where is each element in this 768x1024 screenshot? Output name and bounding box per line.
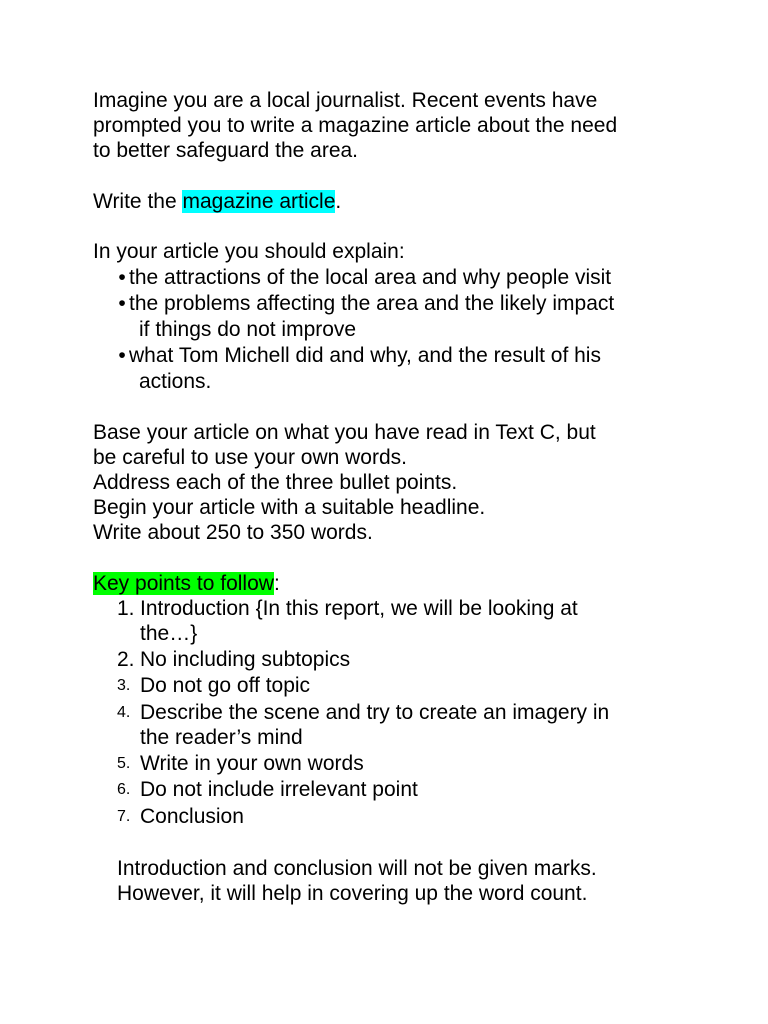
list-number: 3. bbox=[117, 677, 131, 694]
key-points-suffix: : bbox=[273, 572, 280, 595]
bullet-icon: • bbox=[118, 292, 126, 315]
list-number: 6. bbox=[117, 781, 131, 798]
bullet-icon: • bbox=[118, 266, 126, 289]
instruction-line-4: Begin your article with a suitable headline. bbox=[93, 496, 486, 519]
list-item-continuation: the reader’s mind bbox=[140, 726, 303, 749]
list-number: 1. bbox=[117, 597, 135, 620]
list-item-text: Describe the scene and try to create an imagery in bbox=[140, 701, 610, 724]
instruction-line-1: Base your article on what you have read in Text C, but bbox=[93, 421, 596, 444]
bullet-text: the attractions of the local area and why people visit bbox=[129, 266, 612, 289]
note-line-1: Introduction and conclusion will not be given marks. bbox=[117, 857, 597, 880]
intro-line-1: Imagine you are a local journalist. Recent events have bbox=[93, 89, 598, 112]
list-item-text: Do not go off topic bbox=[140, 674, 311, 697]
list-item-text: No including subtopics bbox=[140, 648, 351, 671]
list-item-text: Do not include irrelevant point bbox=[140, 778, 418, 801]
task-suffix: . bbox=[335, 190, 342, 213]
list-item-text: Introduction {In this report, we will be looking at bbox=[140, 597, 578, 620]
task-prefix: Write the bbox=[93, 190, 183, 213]
bullet-continuation: actions. bbox=[139, 370, 212, 393]
list-item-text: Write in your own words bbox=[140, 752, 364, 775]
intro-line-3: to better safeguard the area. bbox=[93, 139, 359, 162]
task-line bbox=[93, 189, 341, 214]
note-line-2: However, it will help in covering up the word count. bbox=[117, 882, 588, 905]
bullet-text: what Tom Michell did and why, and the result of his bbox=[129, 344, 601, 367]
list-number: 4. bbox=[117, 704, 131, 721]
list-number: 2. bbox=[117, 648, 135, 671]
list-number: 5. bbox=[117, 755, 131, 772]
key-points-highlight: Key points to follow bbox=[93, 572, 274, 595]
instruction-line-2: be careful to use your own words. bbox=[93, 446, 407, 469]
task-highlight: magazine article bbox=[182, 190, 336, 213]
explain-heading: In your article you should explain: bbox=[93, 240, 405, 263]
list-item-continuation: the…} bbox=[140, 622, 198, 645]
intro-line-2: prompted you to write a magazine article about the need bbox=[93, 114, 618, 137]
key-points-heading bbox=[93, 571, 280, 596]
instruction-line-3: Address each of the three bullet points. bbox=[93, 471, 458, 494]
list-number: 7. bbox=[117, 808, 131, 825]
bullet-continuation: if things do not improve bbox=[139, 318, 357, 341]
bullet-text: the problems affecting the area and the likely impact bbox=[129, 292, 615, 315]
list-item-text: Conclusion bbox=[140, 805, 244, 828]
instruction-line-5: Write about 250 to 350 words. bbox=[93, 521, 373, 544]
bullet-icon: • bbox=[118, 344, 126, 367]
